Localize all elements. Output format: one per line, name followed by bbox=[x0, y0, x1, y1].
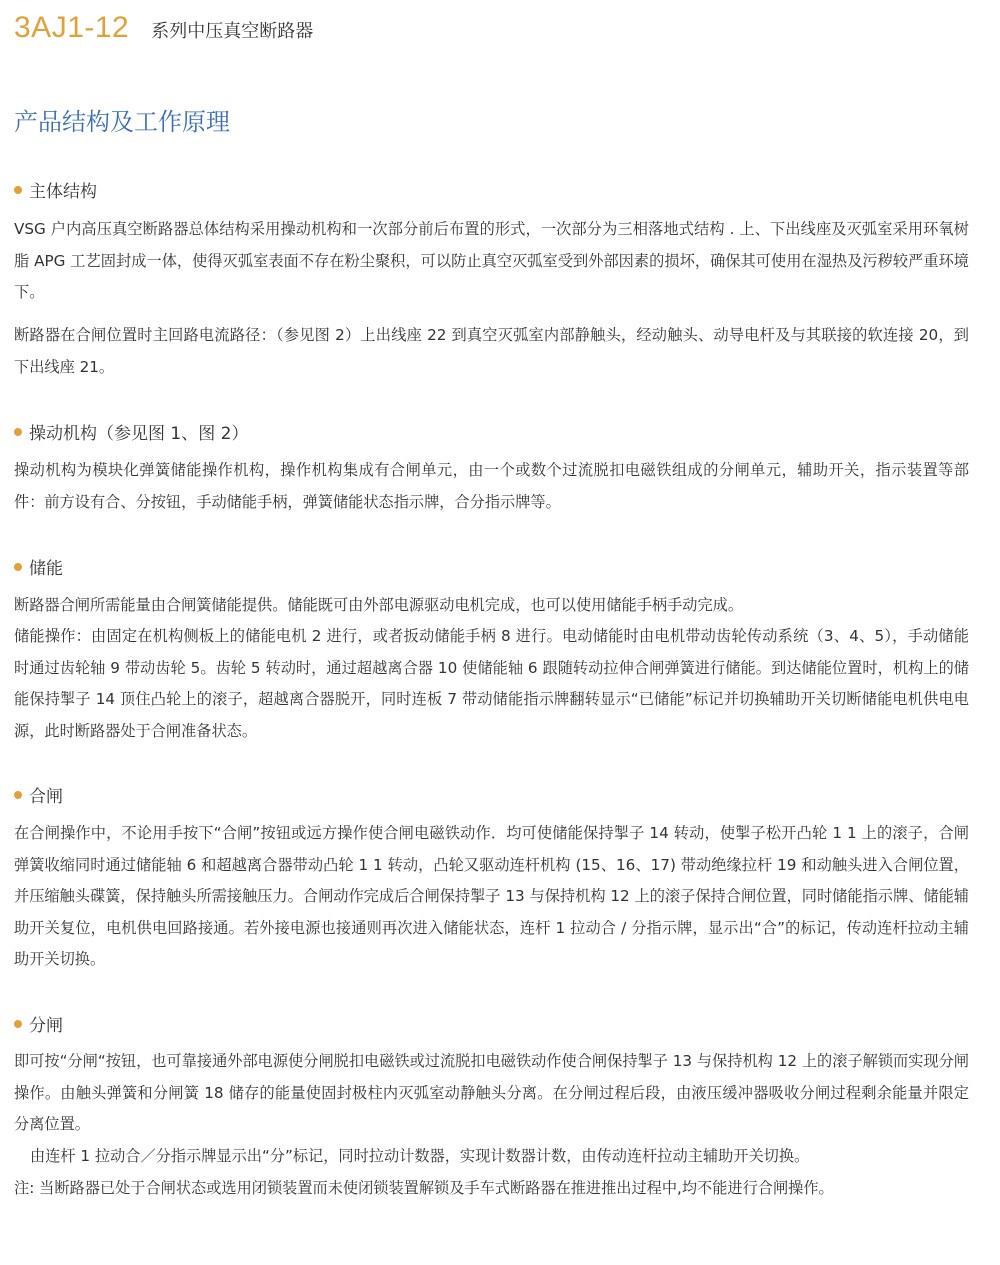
paragraph: 在合闸操作中，不论用手按下“合闸”按钮或远方操作使合闸电磁铁动作．均可使储能保持掣子 14 转动，使掣子松开凸轮 1 1 上的滚子，合闸弹簧收缩同时通过储能轴 6 和超越离合器带动凸轮 1 1 转动，凸轮又驱动连杆机构 (15、16、17) 带动绝缘拉杆 19 和动触头进入合闸位置，并压缩触头碟簧，保持触头所需接触压力。合闸动作完成后合闸保持掣子 13 与保持机构 12 上的滚子保持合闸位置，同时储能指示牌、储能辅助开关复位，电机供电回路接通。若外接电源也接通则再次进入储能状态，连杆 1 拉动合 / 分指示牌，显示出“合”的标记，传动连杆拉动主辅助开关切换。 bbox=[14, 824, 969, 968]
bullet-dot-icon bbox=[14, 791, 22, 799]
bullet-dot-icon bbox=[14, 563, 22, 571]
page-title: 产品结构及工作原理 bbox=[14, 108, 230, 136]
paragraph: 由连杆 1 拉动合／分指示牌显示出“分”标记，同时拉动计数器，实现计数器计数，由传动连杆拉动主辅助开关切换。 bbox=[30, 1147, 810, 1165]
section-heading-opening bbox=[14, 1011, 63, 1036]
section-heading-label: 储能 bbox=[29, 559, 63, 579]
series-name: 系列中压真空断路器 bbox=[151, 21, 314, 42]
section-heading-label: 分闸 bbox=[29, 1016, 63, 1036]
paragraph: 储能操作：由固定在机构侧板上的储能电机 2 进行，或者扳动储能手柄 8 进行。电动储能时由电机带动齿轮传动系统（3、4、5），手动储能时通过齿轮轴 9 带动齿轮 5。齿轮 5 转动时，通过超越离合器 10 使储能轴 6 跟随转动拉伸合闸弹簧进行储能。到达储能位置时，机构上的储能保持掣子 14 顶住凸轮上的滚子，超越离合器脱开，同时连板 7 带动储能指示牌翻转显示“已储能”标记并切换辅助开关切断储能电机供电电源，此时断路器处于合闸准备状态。 bbox=[14, 627, 969, 740]
bullet-dot-icon bbox=[14, 1020, 22, 1028]
section-heading-operating-mechanism bbox=[14, 419, 248, 444]
paragraph: 即可按“分闸“按钮，也可靠接通外部电源使分闸脱扣电磁铁或过流脱扣电磁铁动作使合闸保持掣子 13 与保持机构 12 上的滚子解锁而实现分闸操作。由触头弹簧和分闸簧 18 储存的能量使固封极柱内灭弧室动静触头分离。在分闸过程后段，由液压缓冲器吸收分闸过程剩余能量并限定分离位置。 bbox=[14, 1052, 969, 1133]
section-heading-label: 操动机构（参见图 1、图 2） bbox=[29, 424, 249, 444]
section-heading-energy-storage bbox=[14, 554, 63, 579]
note-paragraph: 注: 当断路器已处于合闸状态或选用闭锁装置而未使闭锁装置解锁及手车式断路器在推进推出过程中,均不能进行合闸操作。 bbox=[14, 1179, 834, 1197]
section-heading-label: 主体结构 bbox=[29, 182, 97, 202]
bullet-dot-icon bbox=[14, 186, 22, 194]
paragraph: 操动机构为模块化弹簧储能操作机构，操作机构集成有合闸单元，由一个或数个过流脱扣电磁铁组成的分闸单元，辅助开关，指示装置等部件：前方设有合、分按钮，手动储能手柄，弹簧储能状态指示牌，合分指示牌等。 bbox=[14, 461, 969, 511]
document-header bbox=[14, 8, 313, 48]
bullet-dot-icon bbox=[14, 428, 22, 436]
paragraph: 断路器合闸所需能量由合闸簧储能提供。储能既可由外部电源驱动电机完成，也可以使用储能手柄手动完成。 bbox=[14, 596, 743, 614]
section-heading-closing bbox=[14, 782, 63, 807]
paragraph: VSG 户内高压真空断路器总体结构采用操动机构和一次部分前后布置的形式，一次部分为三相落地式结构 . 上、下出线座及灭弧室采用环氧树脂 APG 工艺固封成一体，使得灭弧室表面不存在粉尘聚积，可以防止真空灭弧室受到外部因素的损坏，确保其可使用在湿热及污秽较严重环境下。 bbox=[14, 220, 969, 301]
model-number: 3AJ1-12 bbox=[14, 11, 130, 44]
section-heading-main-structure bbox=[14, 177, 97, 202]
paragraph: 断路器在合闸位置时主回路电流路径：（参见图 2）上出线座 22 到真空灭弧室内部静触头，经动触头、动导电杆及与其联接的软连接 20，到下出线座 21。 bbox=[14, 326, 969, 376]
section-heading-label: 合闸 bbox=[29, 787, 63, 807]
